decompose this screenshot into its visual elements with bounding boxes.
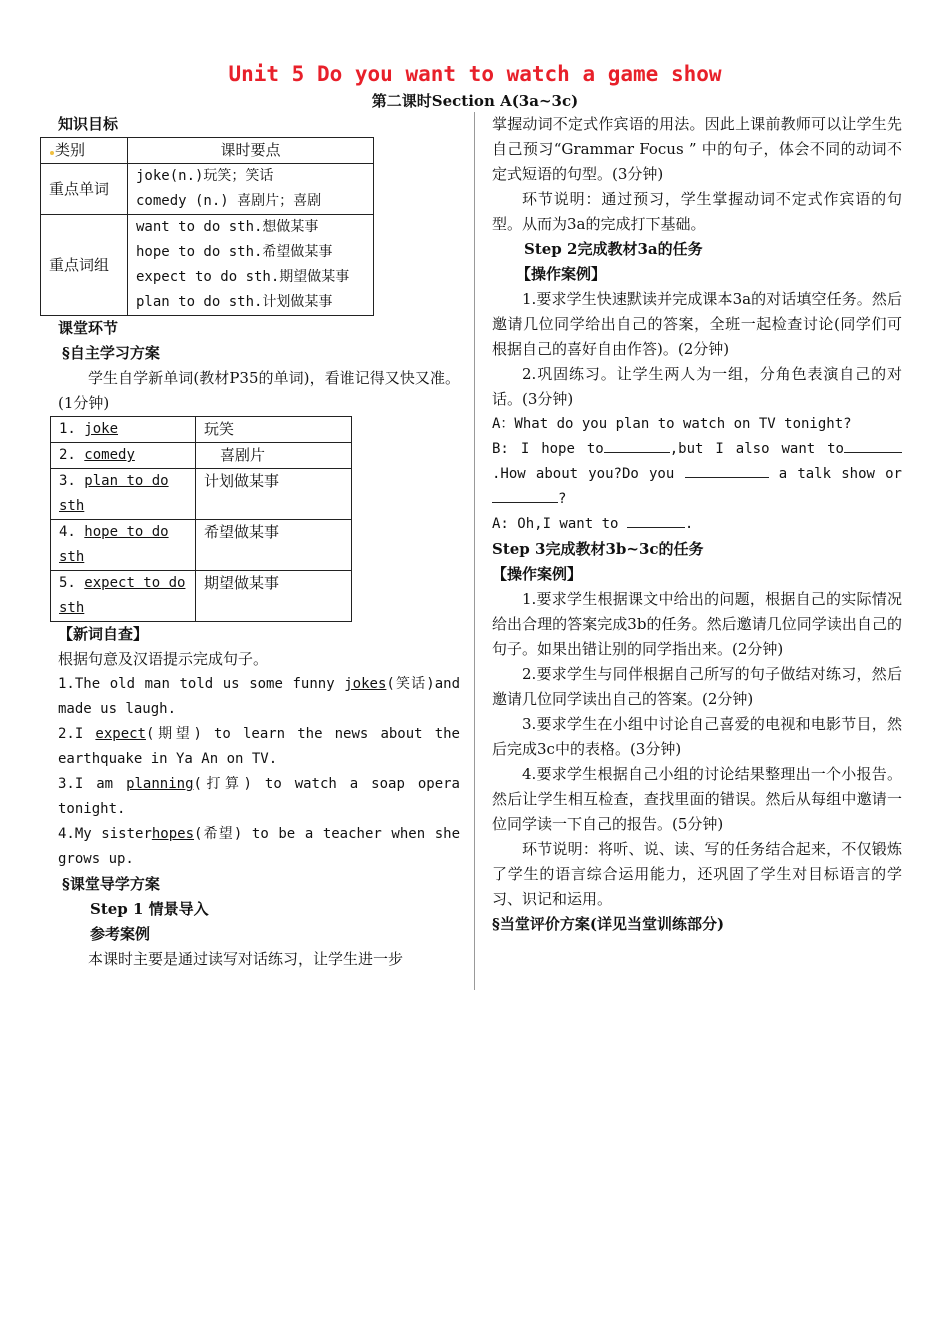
- left-column: [49, 112, 460, 972]
- point-item: comedy (n.) 喜剧片；喜剧: [136, 193, 322, 209]
- sentence-item: 3.I am planning(打算) to watch a soap opera tonight.: [58, 776, 460, 817]
- page-title: Unit 5 Do you want to watch a game show: [228, 62, 722, 86]
- vocab-answer: hope to do sth: [59, 524, 169, 565]
- self-study-text: 学生自学新单词(教材P35的单词)，看谁记得又快又准。(1分钟): [58, 369, 460, 412]
- page-subtitle: 第二课时Section A(3a~3c): [371, 92, 579, 110]
- guide-heading: §课堂导学方案: [62, 875, 160, 893]
- vocab-answer: plan to do sth: [59, 473, 169, 514]
- step3-note: 环节说明：将听、说、读、写的任务结合起来，不仅锻炼了学生的语言综合运用能力，还巩固了学生对目标语言的学习、识记和运用。: [492, 840, 902, 908]
- check-heading: 【新词自查】: [58, 625, 149, 643]
- category-cell: 重点单词: [41, 164, 128, 215]
- vocab-table: [50, 416, 352, 622]
- sentence-item: 4.My sisterhopes(希望) to be a teacher when she grows up.: [58, 826, 460, 867]
- blank-line: [627, 527, 685, 528]
- vocab-answer: joke: [84, 421, 119, 437]
- step2-heading: Step 2完成教材3a的任务: [524, 240, 703, 258]
- step2-item: 1.要求学生快速默读并完成课本3a的对话填空任务。然后邀请几位同学给出自己的答案，全班一起检查讨论(同学们可根据自己的喜好自由作答)。(2分钟): [492, 290, 902, 358]
- sentence-answer: expect: [95, 726, 146, 742]
- sentence-item: 1.The old man told us some funny jokes(笑话)and made us laugh.: [58, 676, 460, 717]
- step1-note: 环节说明：通过预习，学生掌握动词不定式作宾语的句型。从而为3a的完成打下基础。: [492, 190, 902, 233]
- edit-mark-icon: [50, 151, 54, 155]
- step3-item: 4.要求学生根据自己小组的讨论结果整理出一个小报告。然后让学生相互检查，查找里面的错误。然后从每组中邀请一位同学读一下自己的报告。(5分钟): [492, 765, 902, 833]
- blank-line: [844, 452, 902, 453]
- blank-line: [604, 452, 670, 453]
- blank-line: [492, 502, 558, 503]
- vocab-meaning: 期望做某事: [196, 571, 352, 622]
- step3-item: 2.要求学生与同伴根据自己所写的句子做结对练习，然后邀请几位同学读出自己的答案。(2分钟): [492, 665, 902, 708]
- sentence-answer: hopes: [151, 826, 195, 842]
- table-row: 2. comedy 喜剧片: [51, 443, 352, 469]
- sentence-answer: planning: [126, 776, 194, 792]
- table-row: 1. joke 玩笑: [51, 417, 352, 443]
- vocab-meaning: 喜剧片: [196, 443, 352, 469]
- step3-item: 1.要求学生根据课文中给出的问题，根据自己的实际情况给出合理的答案完成3b的任务。然后邀请几位同学读出自己的句子。如果出错让别的同学指出来。(2分钟): [492, 590, 902, 658]
- table-header-category: 类别: [41, 138, 128, 164]
- step1-text: 本课时主要是通过读写对话练习，让学生进一步: [88, 950, 404, 968]
- right-column: [492, 112, 902, 937]
- vocab-meaning: 希望做某事: [196, 520, 352, 571]
- evaluation-heading: §当堂评价方案(详见当堂训练部分): [492, 915, 725, 933]
- knowledge-heading: 知识目标: [58, 115, 119, 133]
- table-header-points: 课时要点: [128, 138, 374, 164]
- step2-item: 2.巩固练习。让学生两人为一组，分角色表演自己的对话。(3分钟): [492, 365, 902, 408]
- sentence-answer: jokes: [344, 676, 387, 692]
- vocab-meaning: 计划做某事: [196, 469, 352, 520]
- dialogue-line-a2: A: Oh,I want to .: [492, 516, 694, 532]
- table-row: 4. hope to do sth 希望做某事: [51, 520, 352, 571]
- vocab-answer: comedy: [84, 447, 135, 463]
- dialogue-line-a1: A：What do you plan to watch on TV tonight?: [492, 416, 852, 432]
- step1-heading: Step 1 情景导入: [90, 900, 209, 918]
- step3-heading: Step 3完成教材3b~3c的任务: [492, 540, 704, 558]
- step1-text-continued: 掌握动词不定式作宾语的用法。因此上课前教师可以让学生先自己预习“Grammar Focus ” 中的句子，体会不同的动词不定式短语的句型。(3分钟): [492, 115, 902, 183]
- classroom-heading: 课堂环节: [58, 319, 119, 337]
- point-item: plan to do sth.计划做某事: [136, 294, 333, 310]
- knowledge-table: [40, 137, 374, 316]
- operation-case-heading-2: 【操作案例】: [492, 565, 583, 583]
- column-divider: [474, 112, 475, 990]
- point-item: hope to do sth.希望做某事: [136, 244, 333, 260]
- table-row: [41, 215, 374, 316]
- operation-case-heading: 【操作案例】: [516, 265, 607, 283]
- table-row: 5. expect to do sth 期望做某事: [51, 571, 352, 622]
- point-item: want to do sth.想做某事: [136, 219, 319, 235]
- step3-item: 3.要求学生在小组中讨论自己喜爱的电视和电影节目，然后完成3c中的表格。(3分钟): [492, 715, 902, 758]
- table-row: 3. plan to do sth 计划做某事: [51, 469, 352, 520]
- category-cell: 重点词组: [41, 215, 128, 316]
- vocab-meaning: 玩笑: [196, 417, 352, 443]
- table-row: [41, 164, 374, 215]
- reference-case-heading: 参考案例: [90, 925, 151, 943]
- sentence-item: 2.I expect(期望) to learn the news about the earthquake in Ya An on TV.: [58, 726, 460, 767]
- self-study-heading: §自主学习方案: [62, 344, 160, 362]
- vocab-answer: expect to do sth: [59, 575, 186, 616]
- point-item: joke(n.)玩笑；笑话: [136, 168, 274, 184]
- dialogue-line-b1: B: I hope to ,but I also want to.How about you?Do you a talk show or ?: [492, 441, 902, 507]
- blank-line: [685, 477, 769, 478]
- point-item: expect to do sth.期望做某事: [136, 269, 350, 285]
- check-intro: 根据句意及汉语提示完成句子。: [58, 650, 269, 668]
